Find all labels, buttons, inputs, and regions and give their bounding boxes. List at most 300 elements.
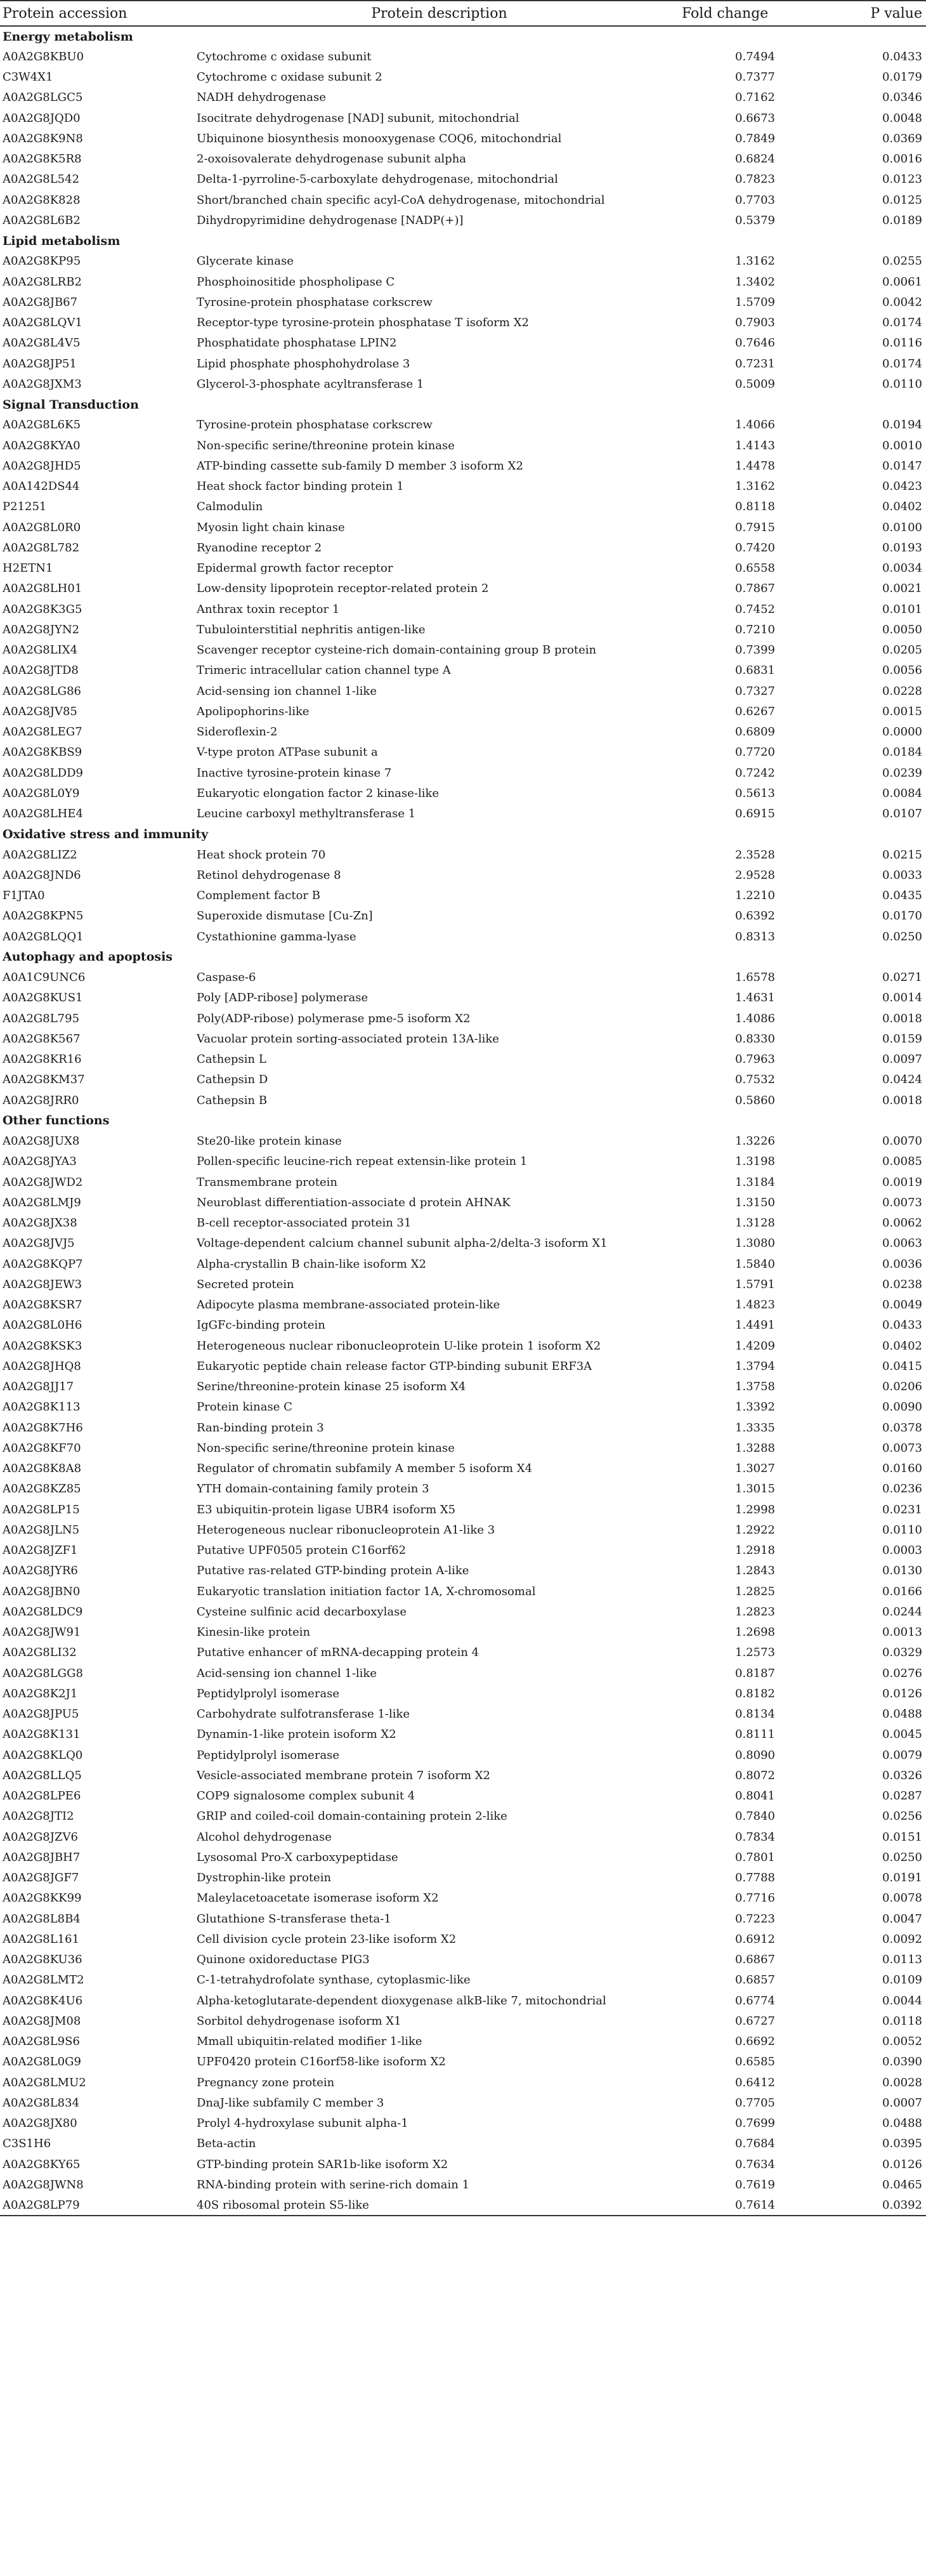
protein-description: C-1-tetrahydrofolate synthase, cytoplasmic-like [197,1973,471,1987]
p-value: 0.0271 [882,971,922,985]
fold-change: 0.5009 [735,377,775,391]
protein-accession: A0A2G8LEG7 [3,725,82,739]
table-row [0,1601,926,1622]
section-header-row [0,947,926,967]
protein-accession: A0A2G8JP51 [3,357,77,371]
p-value: 0.0113 [882,1953,922,1967]
section-header-row [0,395,926,415]
protein-accession: A0A2G8L782 [3,541,80,555]
table-row [0,1643,926,1663]
protein-accession: A0A2G8KU36 [3,1953,82,1967]
table-row [0,681,926,701]
protein-description: 40S ribosomal protein S5-like [197,2195,682,2216]
table-row [0,640,926,660]
p-value: 0.0045 [882,1728,922,1742]
protein-description: Dihydropyrimidine dehydrogenase [NADP(+)] [197,213,464,227]
protein-description: Alcohol dehydrogenase [197,1830,332,1844]
protein-accession: A0A2G8KSR7 [3,1298,82,1312]
protein-description: Dynamin-1-like protein isoform X2 [197,1728,396,1742]
fold-change: 1.5709 [735,295,775,309]
protein-description: Vesicle-associated membrane protein 7 isoform X2 [197,1768,491,1782]
fold-change: 0.7788 [735,1871,775,1885]
fold-change: 1.3226 [735,1134,775,1148]
p-value: 0.0189 [882,213,922,227]
p-value: 0.0193 [882,541,922,555]
protein-description: Retinol dehydrogenase 8 [197,868,341,882]
table-row [0,579,926,599]
table-row [0,88,926,108]
protein-accession: A0A2G8LGG8 [3,1666,83,1680]
protein-accession: A0A2G8LG86 [3,684,81,698]
protein-accession: A0A2G8K8A8 [3,1462,82,1476]
table-row [0,1990,926,2011]
protein-description: Superoxide dismutase [Cu-Zn] [197,909,373,923]
protein-description: Cell division cycle protein 23-like isoform X2 [197,1932,457,1946]
fold-change: 0.7494 [735,49,775,63]
protein-description: Alpha-ketoglutarate-dependent dioxygenase alkB-like 7, mitochondrial [197,1994,606,2008]
protein-description: Inactive tyrosine-protein kinase 7 [197,766,392,780]
table-row [0,1520,926,1540]
fold-change: 0.7231 [735,357,775,371]
protein-description: Acid-sensing ion channel 1-like [197,1666,377,1680]
protein-description: Ste20-like protein kinase [197,1134,342,1148]
protein-description: Pregnancy zone protein [197,2075,335,2089]
table-row [0,1786,926,1806]
protein-description: Heat shock factor binding protein 1 [197,480,404,494]
fold-change: 0.7705 [735,2096,775,2110]
protein-accession: A0A2G8JLN5 [3,1523,80,1537]
table-row [0,128,926,148]
table-row [0,2011,926,2031]
fold-change: 1.4823 [735,1298,775,1312]
protein-description: Cathepsin D [197,1073,268,1087]
fold-change: 0.7532 [735,1073,775,1087]
table-row [0,1806,926,1827]
section-header-row [0,824,926,844]
protein-accession: A0A2G8K131 [3,1728,81,1742]
fold-change: 1.6578 [735,971,775,985]
table-row [0,272,926,292]
fold-change: 0.7619 [735,2178,775,2192]
fold-change: 0.8330 [735,1032,775,1046]
protein-accession: A0A2G8LH01 [3,582,82,596]
fold-change: 1.3392 [735,1400,775,1414]
protein-accession: A0A2G8JQD0 [3,111,81,125]
table-row [0,1888,926,1909]
protein-accession: P21251 [3,500,47,514]
p-value: 0.0191 [882,1871,922,1885]
protein-description: Heterogeneous nuclear ribonucleoprotein U-like protein 1 isoform X2 [197,1339,601,1353]
protein-accession: A0A2G8LLQ5 [3,1768,82,1782]
p-value: 0.0107 [882,807,922,821]
protein-description: Peptidylprolyl isomerase [197,1686,340,1700]
protein-accession: A0A2G8JVJ5 [3,1237,75,1251]
p-value: 0.0063 [882,1237,922,1251]
protein-description: Alpha-crystallin B chain-like isoform X2 [197,1257,426,1271]
fold-change: 0.6585 [735,2055,775,2069]
p-value: 0.0044 [882,1994,922,2008]
p-value: 0.0016 [882,152,922,166]
protein-description: NADH dehydrogenase [197,91,326,105]
fold-change: 0.7377 [735,70,775,84]
table-row [0,1479,926,1499]
fold-change: 0.8187 [735,1666,775,1680]
fold-change: 1.2998 [735,1502,775,1516]
table-row [0,1274,926,1294]
fold-change: 0.6392 [735,909,775,923]
table-row [0,1499,926,1520]
protein-accession: A0A2G8K7H6 [3,1421,83,1435]
table-row [0,2134,926,2154]
fold-change: 1.4478 [735,459,775,473]
protein-description: Vacuolar protein sorting-associated protein 13A-like [197,1032,499,1046]
protein-accession: C3S1H6 [3,2137,51,2151]
protein-accession: A0A2G8L6B2 [3,213,81,227]
protein-description: B-cell receptor-associated protein 31 [197,1216,412,1230]
protein-accession: A0A2G8JHD5 [3,459,81,473]
table-row [0,1295,926,1315]
protein-accession: A0A2G8KZ85 [3,1482,81,1496]
fold-change: 0.7867 [735,582,775,596]
table-row [0,169,926,190]
p-value: 0.0079 [882,1748,922,1762]
table-row [0,926,926,947]
fold-change: 1.3162 [735,254,775,268]
protein-description: Anthrax toxin receptor 1 [197,602,340,616]
table-body [0,26,926,2216]
p-value: 0.0085 [882,1155,922,1169]
protein-accession: A0A2G8JND6 [3,868,81,882]
table-row [0,1765,926,1785]
p-value: 0.0390 [882,2055,922,2069]
section-title: Oxidative stress and immunity [3,827,209,841]
p-value: 0.0287 [882,1789,922,1803]
p-value: 0.0100 [882,520,922,534]
p-value: 0.0166 [882,1584,922,1598]
p-value: 0.0206 [882,1380,922,1394]
protein-description: Neuroblast differentiation-associate d protein AHNAK [197,1195,511,1209]
protein-accession: A0A2G8K2J1 [3,1686,78,1700]
table-row [0,1315,926,1336]
table-row [0,1192,926,1212]
table-row [0,2093,926,2113]
fold-change: 0.7399 [735,643,775,657]
fold-change: 0.5613 [735,786,775,800]
p-value: 0.0402 [882,500,922,514]
fold-change: 0.5379 [735,213,775,227]
protein-accession: A0A2G8JV85 [3,704,77,718]
table-row [0,1070,926,1090]
p-value: 0.0047 [882,1912,922,1926]
fold-change: 0.7634 [735,2157,775,2171]
protein-accession: A0A2G8L0Y9 [3,786,80,800]
protein-description: Maleylacetoacetate isomerase isoform X2 [197,1891,439,1905]
table-row [0,2174,926,2195]
protein-accession: A0A2G8L6K5 [3,418,81,432]
protein-accession: A0A2G8JXM3 [3,377,82,391]
table-row [0,2052,926,2072]
table-row [0,46,926,67]
protein-accession: A0A2G8KP95 [3,254,81,268]
fold-change: 0.7716 [735,1891,775,1905]
table-row [0,722,926,742]
table-row [0,415,926,435]
p-value: 0.0036 [882,1257,922,1271]
protein-description: Non-specific serine/threonine protein kinase [197,1441,455,1455]
fold-change: 1.4209 [735,1339,775,1353]
table-row [0,1336,926,1356]
fold-change: 1.3150 [735,1195,775,1209]
table-row [0,2032,926,2052]
protein-accession: A0A2G8JHQ8 [3,1359,81,1373]
fold-change: 0.8090 [735,1748,775,1762]
fold-change: 0.6824 [735,152,775,166]
table-row [0,1377,926,1397]
fold-change: 0.6912 [735,1932,775,1946]
p-value: 0.0174 [882,316,922,330]
protein-description: Caspase-6 [197,971,256,985]
section-title: Signal Transduction [3,397,139,412]
fold-change: 1.4143 [735,438,775,452]
p-value: 0.0097 [882,1053,922,1067]
p-value: 0.0021 [882,582,922,596]
section-header-row [0,26,926,46]
p-value: 0.0250 [882,1850,922,1864]
table-row [0,2195,926,2216]
protein-accession: A0A2G8LDC9 [3,1605,83,1619]
fold-change: 2.3528 [735,848,775,862]
table-row [0,1827,926,1847]
table-row [0,2113,926,2134]
p-value: 0.0050 [882,622,922,636]
table-row [0,1541,926,1561]
p-value: 0.0034 [882,562,922,575]
fold-change: 1.3184 [735,1175,775,1189]
protein-description: Putative UPF0505 protein C16orf62 [197,1544,407,1558]
p-value: 0.0433 [882,1318,922,1332]
table-row [0,1663,926,1683]
table-row [0,1152,926,1172]
fold-change: 0.7849 [735,131,775,145]
fold-change: 0.6673 [735,111,775,125]
protein-accession: A0A2G8KBS9 [3,746,82,759]
protein-description: Prolyl 4-hydroxylase subunit alpha-1 [197,2117,408,2131]
table-row [0,1725,926,1745]
fold-change: 0.7699 [735,2117,775,2131]
table-row [0,599,926,619]
p-value: 0.0465 [882,2178,922,2192]
protein-description: ATP-binding cassette sub-family D member 3 isoform X2 [197,459,523,473]
p-value: 0.0056 [882,664,922,678]
table-row [0,783,926,803]
protein-description: Cathepsin L [197,1053,266,1067]
header-p-value: P value [812,1,926,26]
protein-description: Eukaryotic peptide chain release factor GTP-binding subunit ERF3A [197,1359,592,1373]
protein-accession: A0A2G8JWD2 [3,1175,83,1189]
table-row [0,1356,926,1376]
protein-description: Ryanodine receptor 2 [197,541,322,555]
table-row [0,210,926,230]
table-row [0,865,926,885]
protein-description: Trimeric intracellular cation channel type A [197,664,451,678]
protein-description: Isocitrate dehydrogenase [NAD] subunit, mitochondrial [197,111,519,125]
protein-accession: A0A2G8LIX4 [3,643,78,657]
protein-description: Quinone oxidoreductase PIG3 [197,1953,370,1967]
p-value: 0.0215 [882,848,922,862]
p-value: 0.0435 [882,889,922,903]
protein-description: Complement factor B [197,889,320,903]
section-header-row [0,1110,926,1131]
section-title: Autophagy and apoptosis [3,950,173,964]
p-value: 0.0378 [882,1421,922,1435]
protein-accession: A0A2G8LQQ1 [3,930,84,943]
protein-description: Glycerol-3-phosphate acyltransferase 1 [197,377,424,391]
protein-accession: A0A2G8JYN2 [3,622,80,636]
p-value: 0.0369 [882,131,922,145]
fold-change: 0.6412 [735,2075,775,2089]
protein-description: Kinesin-like protein [197,1626,311,1640]
p-value: 0.0073 [882,1441,922,1455]
fold-change: 1.4066 [735,418,775,432]
fold-change: 0.7162 [735,91,775,105]
protein-description: Cystathionine gamma-lyase [197,930,356,943]
protein-description: Poly [ADP-ribose] polymerase [197,991,368,1005]
table-row [0,497,926,517]
protein-description: Heat shock protein 70 [197,848,326,862]
fold-change: 0.7834 [735,1830,775,1844]
table-row [0,1233,926,1254]
table-row [0,558,926,579]
p-value: 0.0194 [882,418,922,432]
p-value: 0.0125 [882,193,922,207]
table-row [0,1970,926,1990]
protein-description: Secreted protein [197,1277,294,1291]
table-row [0,906,926,926]
p-value: 0.0073 [882,1195,922,1209]
p-value: 0.0488 [882,1707,922,1721]
protein-description: Phosphoinositide phospholipase C [197,275,395,289]
protein-description: Transmembrane protein [197,1175,337,1189]
protein-description: Lysosomal Pro-X carboxypeptidase [197,1850,398,1864]
fold-change: 1.3198 [735,1155,775,1169]
protein-description: Glutathione S-transferase theta-1 [197,1912,391,1926]
fold-change: 0.7963 [735,1053,775,1067]
fold-change: 1.2918 [735,1544,775,1558]
fold-change: 1.4491 [735,1318,775,1332]
protein-accession: A0A2G8JGF7 [3,1871,79,1885]
table-row [0,1929,926,1949]
protein-accession: A0A2G8JBN0 [3,1584,81,1598]
fold-change: 0.6558 [735,562,775,575]
fold-change: 1.5791 [735,1277,775,1291]
p-value: 0.0256 [882,1810,922,1824]
protein-accession: C3W4X1 [3,70,53,84]
fold-change: 0.6267 [735,704,775,718]
protein-accession: A0A2G8K828 [3,193,81,207]
fold-change: 1.3128 [735,1216,775,1230]
protein-description: 2-oxoisovalerate dehydrogenase subunit alpha [197,152,467,166]
p-value: 0.0000 [882,725,922,739]
p-value: 0.0130 [882,1564,922,1578]
p-value: 0.0239 [882,766,922,780]
table-row [0,742,926,763]
protein-description: Short/branched chain specific acyl-CoA dehydrogenase, mitochondrial [197,193,605,207]
protein-accession: A0A2G8KLQ0 [3,1748,83,1762]
protein-accession: A0A2G8JTI2 [3,1810,74,1824]
p-value: 0.0070 [882,1134,922,1148]
fold-change: 0.7703 [735,193,775,207]
protein-description: YTH domain-containing family protein 3 [197,1482,429,1496]
table-row [0,804,926,824]
table-row [0,1868,926,1888]
fold-change: 0.8182 [735,1686,775,1700]
p-value: 0.0255 [882,254,922,268]
p-value: 0.0126 [882,2157,922,2171]
fold-change: 1.2823 [735,1605,775,1619]
p-value: 0.0101 [882,602,922,616]
protein-accession: A0A2G8JBH7 [3,1850,81,1864]
protein-description: Epidermal growth factor receptor [197,562,393,575]
p-value: 0.0015 [882,704,922,718]
fold-change: 0.6727 [735,2014,775,2028]
protein-accession: A0A2G8LP79 [0,2195,197,2216]
p-value: 0.0013 [882,1626,922,1640]
protein-description: E3 ubiquitin-protein ligase UBR4 isoform X5 [197,1502,456,1516]
protein-description: Putative ras-related GTP-binding protein A-like [197,1564,469,1578]
protein-description: Ubiquinone biosynthesis monooxygenase COQ6, mitochondrial [197,131,562,145]
protein-description: Eukaryotic elongation factor 2 kinase-like [197,786,440,800]
p-value: 0.0110 [882,1523,922,1537]
table-row [0,660,926,681]
fold-change: 0.7210 [735,622,775,636]
fold-change: 1.4631 [735,991,775,1005]
p-value: 0.0170 [882,909,922,923]
p-value: 0.0090 [882,1400,922,1414]
protein-accession: A0A2G8K9N8 [3,131,83,145]
fold-change: 1.4086 [735,1011,775,1025]
fold-change: 0.8118 [735,500,775,514]
fold-change: 1.3162 [735,480,775,494]
p-value: 0.0244 [882,1605,922,1619]
protein-accession: A0A2G8JZF1 [3,1544,78,1558]
protein-description: Tubulointerstitial nephritis antigen-like [197,622,426,636]
protein-description: V-type proton ATPase subunit a [197,746,378,759]
fold-change: 1.2573 [735,1646,775,1660]
protein-accession: A0A2G8KY65 [3,2157,81,2171]
protein-description: Tyrosine-protein phosphatase corkscrew [197,295,433,309]
p-value: 0.0395 [882,2137,922,2151]
fold-change: 0.7840 [735,1810,775,1824]
fold-change: 0.8041 [735,1789,775,1803]
table-row [0,763,926,783]
protein-accession: A0A2G8KUS1 [3,991,83,1005]
fold-change: 0.7420 [735,541,775,555]
table-row [0,190,926,210]
header-accession: Protein accession [0,1,197,26]
protein-accession: A0A1C9UNC6 [3,971,86,985]
table-row [0,1028,926,1049]
protein-accession: A0A2G8LI32 [3,1646,77,1660]
protein-description: Non-specific serine/threonine protein kinase [197,438,455,452]
protein-accession: A0A2G8LMJ9 [3,1195,81,1209]
protein-accession: A0A2G8KPN5 [3,909,84,923]
protein-description: RNA-binding protein with serine-rich domain 1 [197,2178,470,2192]
protein-description: Tyrosine-protein phosphatase corkscrew [197,418,433,432]
protein-accession: A0A2G8JB67 [3,295,78,309]
p-value: 0.0123 [882,173,922,187]
protein-accession: A0A2G8L4V5 [3,336,81,350]
fold-change: 0.7915 [735,520,775,534]
